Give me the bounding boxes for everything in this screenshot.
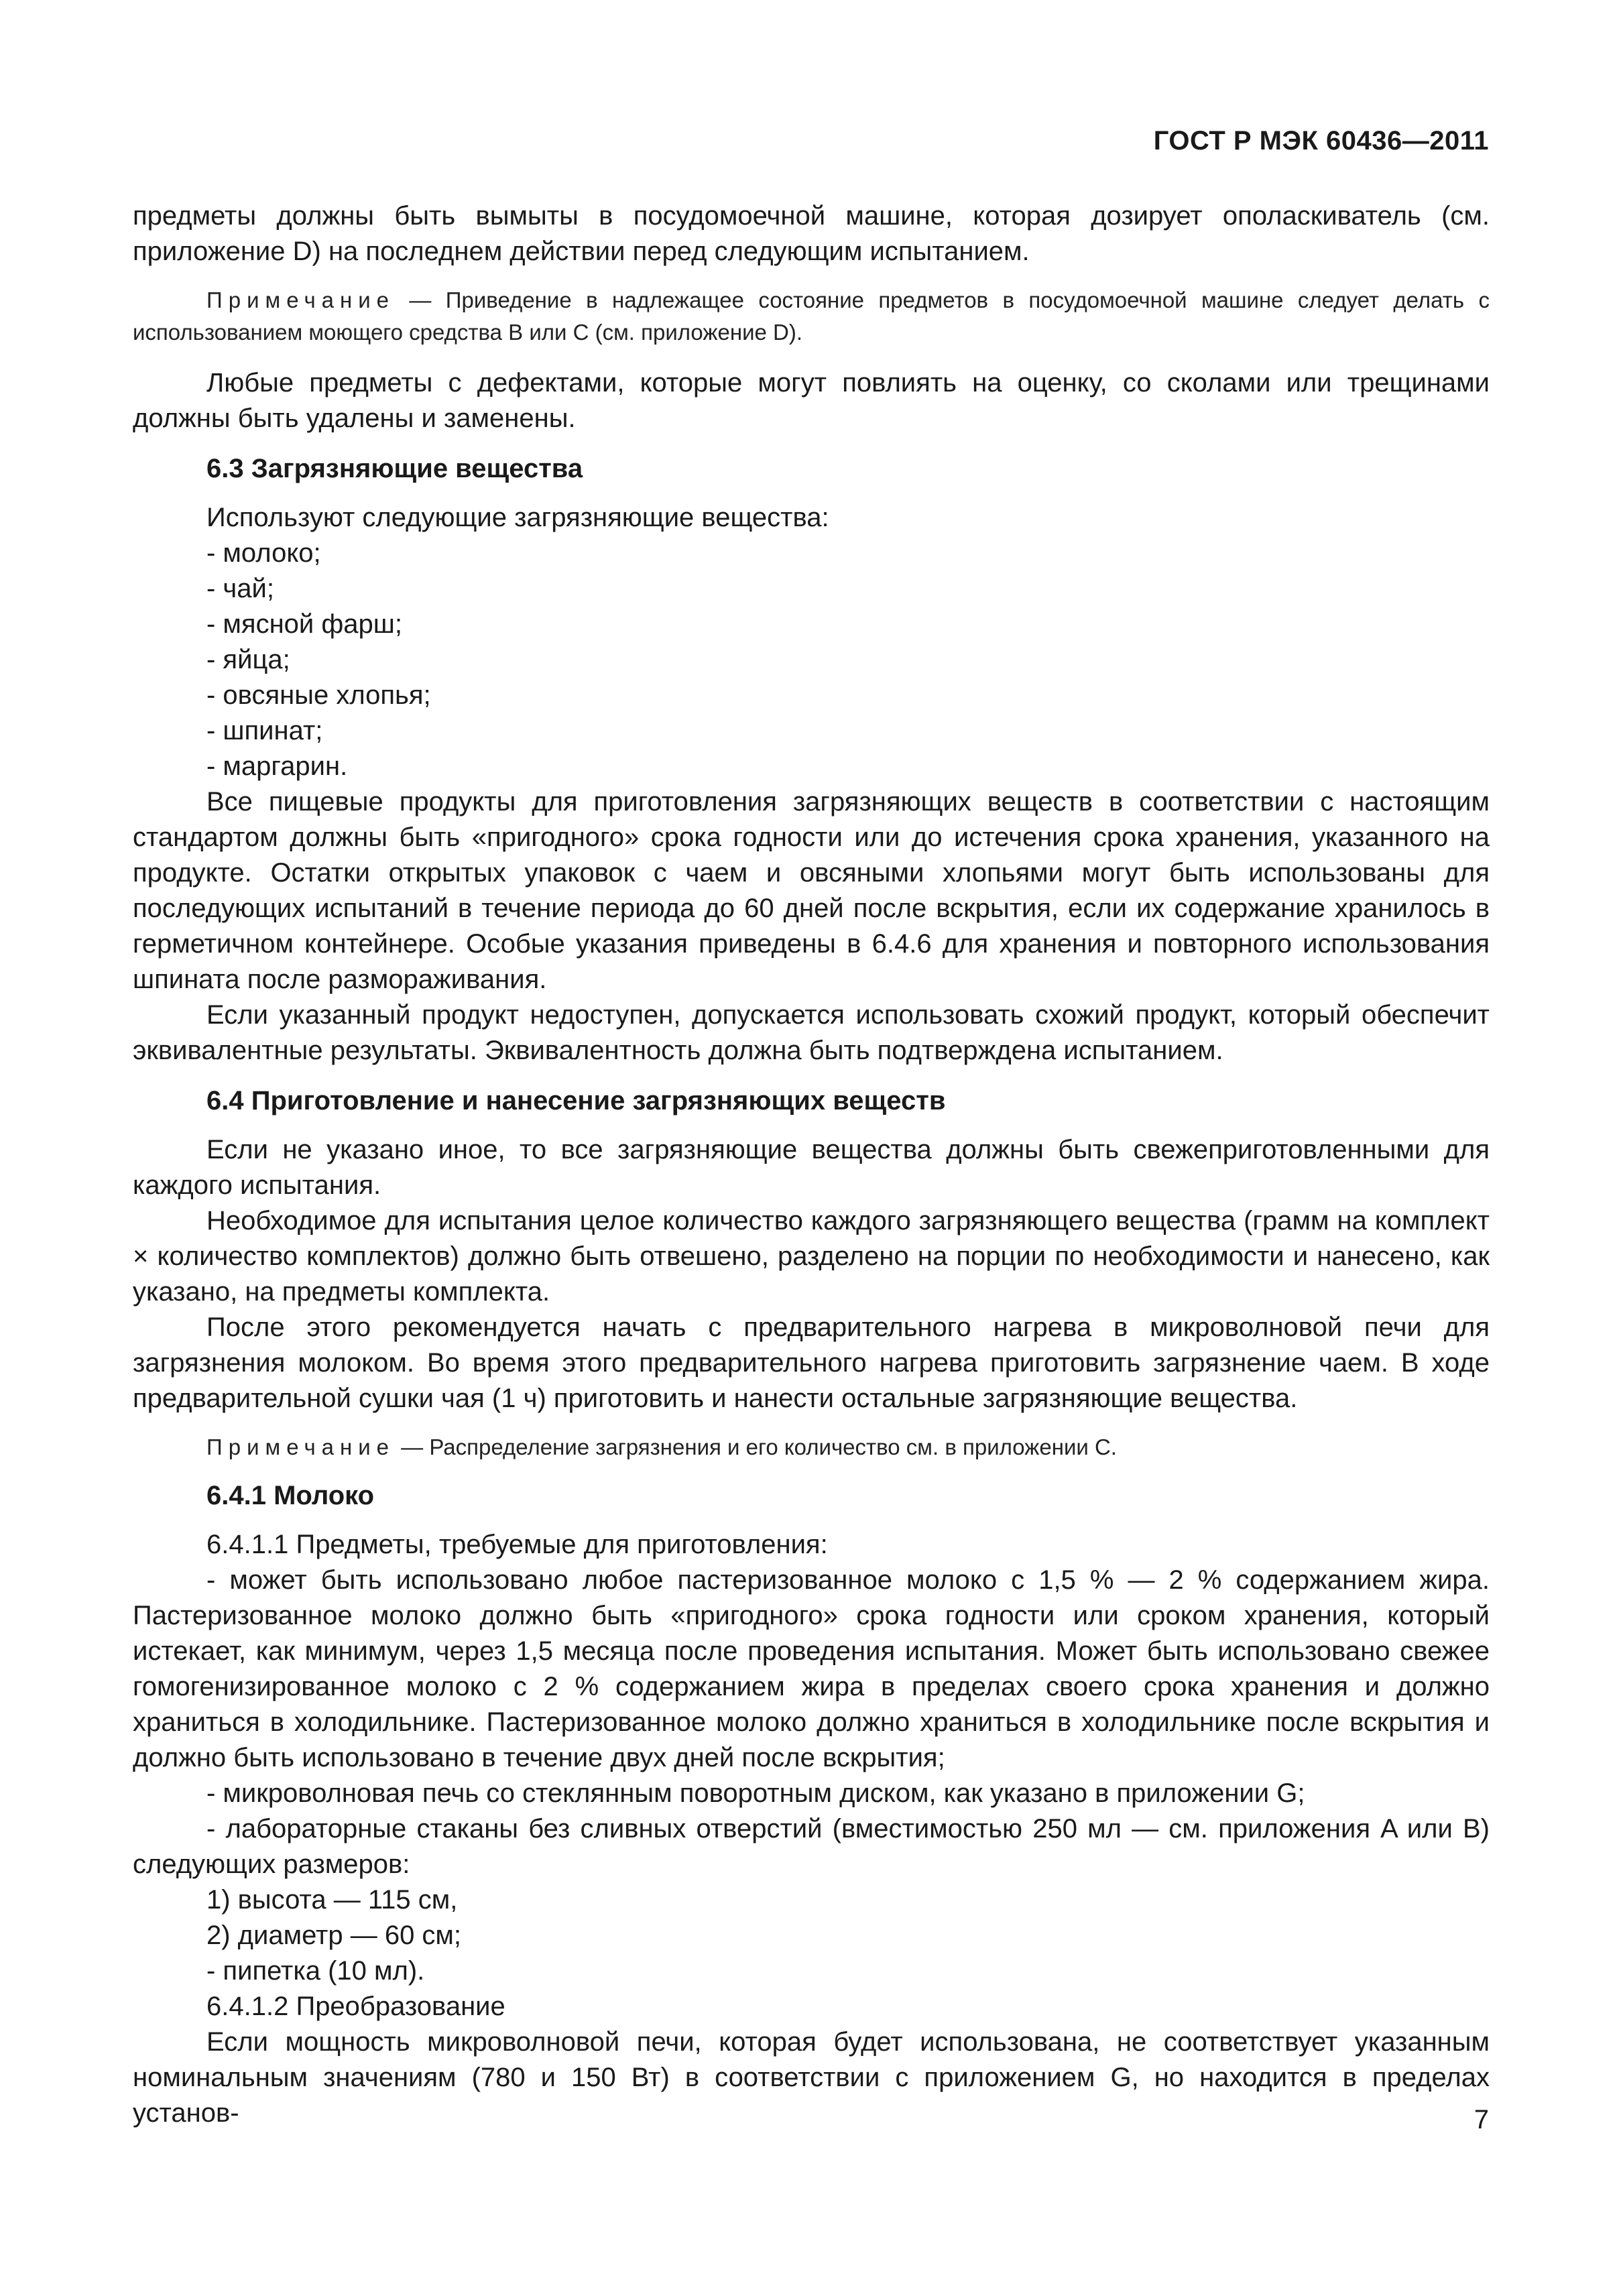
list-item: - овсяные хлопья; <box>206 680 431 710</box>
paragraph: предметы должны быть вымыты в посудомоечной машине, которая дозирует ополаскиватель (см. приложение D) на последнем действии перед следующим испытанием. <box>133 201 1490 266</box>
paragraph: Необходимое для испытания целое количество каждого загрязняющего вещества (грамм на комплект × количество комплектов) должно быть отвешено, разделено на порции по необходимости и нанесено, как указано, на предметы комплекта. <box>133 1206 1490 1307</box>
list-item: 2) диаметр — 60 см; <box>206 1921 462 1950</box>
section-heading-6-4-1: 6.4.1 Молоко <box>206 1481 375 1510</box>
section-heading-6-4: 6.4 Приготовление и нанесение загрязняющих веществ <box>206 1086 946 1115</box>
note <box>133 284 1490 349</box>
page-content <box>133 198 1490 2131</box>
list-item: 1) высота — 115 см, <box>206 1885 458 1915</box>
list-item: - пипетка (10 мл). <box>206 1956 425 1986</box>
paragraph: Если не указано иное, то все загрязняющие вещества должны быть свежеприготовленными для каждого испытания. <box>133 1135 1490 1200</box>
list-item: - микроволновая печь со стеклянным поворотным диском, как указано в приложении G; <box>206 1778 1305 1808</box>
document-code: ГОСТ Р МЭК 60436—2011 <box>1153 126 1489 156</box>
list-item: - мясной фарш; <box>206 609 402 639</box>
paragraph: Любые предметы с дефектами, которые могут повлиять на оценку, со сколами или трещинами должны быть удалены и заменены. <box>133 368 1490 433</box>
list-item: - шпинат; <box>206 716 323 745</box>
paragraph: Если указанный продукт недоступен, допускается использовать схожий продукт, который обеспечит эквивалентные результаты. Эквивалентность должна быть подтверждена испытанием. <box>133 1000 1490 1065</box>
note-label: Примечание <box>206 1435 396 1459</box>
paragraph: Используют следующие загрязняющие вещества: <box>206 503 829 532</box>
paragraph: Все пищевые продукты для приготовления загрязняющих веществ в соответствии с настоящим стандартом должны быть «пригодного» срока годности или до истечения срока хранения, указанного на продукте. Остатки открытых упаковок с чаем и овсяными хлопьями могут быть использованы для последующих испытаний в течение периода до 60 дней после вскрытия, если их содержание хранилось в герметичном контейнере. Особые указания приведены в 6.4.6 для хранения и повторного использования шпината после размораживания. <box>133 787 1490 994</box>
list-item: - маргарин. <box>206 751 348 781</box>
note-label: Примечание <box>206 288 396 312</box>
paragraph: Если мощность микроволновой печи, которая будет использована, не соответствует указанным номинальным значениям (780 и 150 Вт) в соответствии с приложением G, но находится в пределах установ- <box>133 2027 1490 2128</box>
note <box>133 1431 1490 1463</box>
list-item: - яйца; <box>206 645 290 674</box>
paragraph: 6.4.1.1 Предметы, требуемые для приготовления: <box>206 1530 828 1559</box>
page-number: 7 <box>1474 2105 1489 2134</box>
note-text: — Распределение загрязнения и его количество см. в приложении C. <box>395 1435 1117 1459</box>
list-item: - чай; <box>206 574 274 603</box>
list-item: - может быть использовано любое пастеризованное молоко с 1,5 % — 2 % содержанием жира. Пастеризованное молоко должно быть «пригодного» срока годности или сроком хранения, который истекает, как минимум, через 1,5 месяца после проведения испытания. Может быть использовано свежее гомогенизированное молоко с 2 % содержанием жира в пределах своего срока хранения и должно храниться в холодильнике. Пастеризованное молоко должно храниться в холодильнике после вскрытия и должно быть использовано в течение двух дней после вскрытия; <box>133 1565 1490 1772</box>
list-item: - молоко; <box>206 538 321 568</box>
paragraph: После этого рекомендуется начать с предварительного нагрева в микроволновой печи для загрязнения молоком. Во время этого предварительного нагрева приготовить загрязнение чаем. В ходе предварительной сушки чая (1 ч) приготовить и нанести остальные загрязняющие вещества. <box>133 1313 1490 1413</box>
subsection-title: 6.4.1.2 Преобразование <box>206 1992 505 2021</box>
note-text: — Приведение в надлежащее состояние предметов в посудомоечной машине следует делать с использованием моющего средства B или C (см. приложение D). <box>133 288 1490 345</box>
list-item: - лабораторные стаканы без сливных отверстий (вместимостью 250 мл — см. приложения A или B) следующих размеров: <box>133 1814 1490 1879</box>
section-heading-6-3: 6.3 Загрязняющие вещества <box>206 454 583 483</box>
